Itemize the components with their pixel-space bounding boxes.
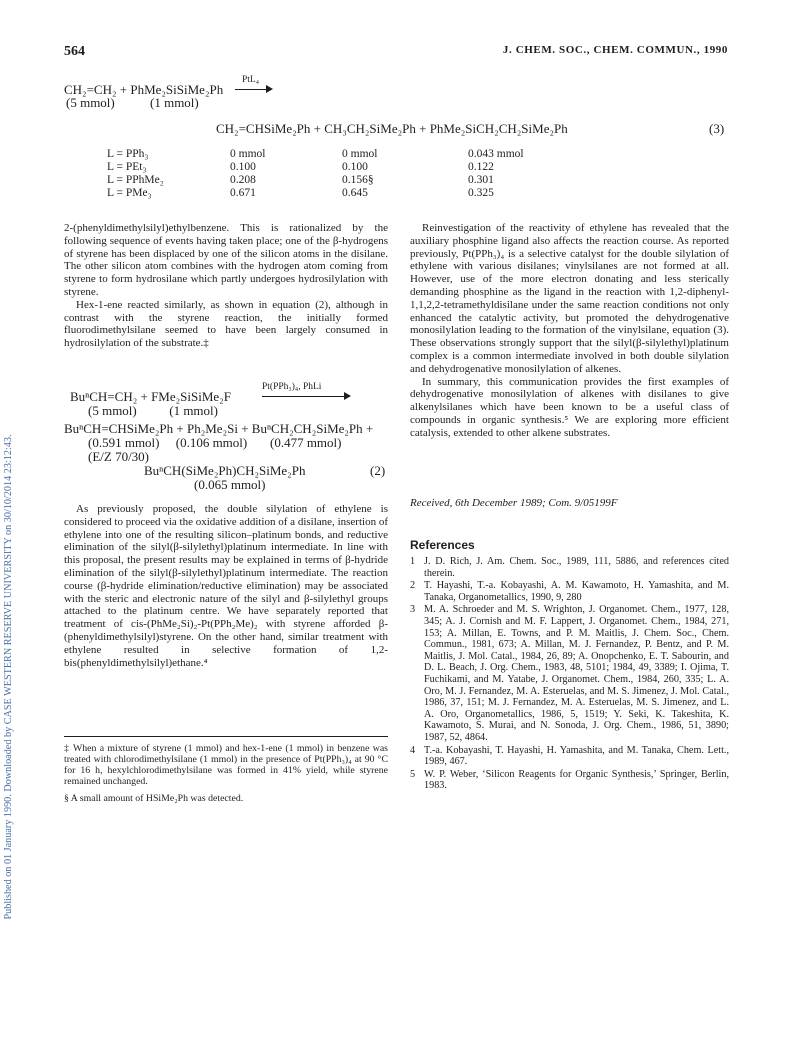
page-header [64, 44, 728, 62]
reference-item [410, 604, 729, 743]
bis-silylethane-yield: 0.122 [468, 161, 494, 173]
body-paragraph: Reinvestigation of the reactivity of ethylene has revealed that the auxiliary phosphine ligand also affects the reaction course. As reported previously, Pt(PPh₃)₄ is a selective catalyst for the double silylation of ethylene with various disilanes; vinylsilanes are not formed at all. However, use of the more electron donating and less sterically demanding phosphine as the ligand in the reaction with 1,2-diphenyl-1,1,2,2-tetramethyldisilane under the same reaction conditions not only enhanced the catalytic activity, but promoted the dehydrogenative monosilylation leading to the formation of the vinylsilane, equation (3). These observations strongly support that the silyl(β-silylethyl)platinum complex is a common intermediate involved in both double silylation and dehydrogenative monosilylation of alkenes. [410, 222, 729, 375]
journal-running-title: J. CHEM. SOC., CHEM. COMMUN., 1990 [502, 44, 728, 56]
reference-item [410, 745, 729, 768]
page-number: 564 [64, 44, 85, 59]
scheme-3-amount-ethylene: (5 mmol) [66, 95, 115, 110]
scheme-3-amount-disilane: (1 mmol) [150, 95, 199, 110]
reference-item [410, 769, 729, 792]
scheme-3-reactants: CH₂=CH₂ + PhMe₂SiSiMe₂Ph [64, 82, 224, 97]
body-paragraph: Hex-1-ene reacted similarly, as shown in equation (2), although in contrast with the styrene reaction, the initially formed fluorodimethylsilane seemed to have been largely consumed in hydrosilylation of the substrate.‡ [64, 298, 388, 350]
scheme-3-products: CH₂=CHSiMe₂Ph + CH₃CH₂SiMe₂Ph + PhMe₂SiCH₂CH₂SiMe₂Ph [216, 121, 568, 136]
footnotes [64, 743, 388, 810]
footnote-double-dagger: ‡ When a mixture of styrene (1 mmol) and hex-1-ene (1 mmol) in benzene was treated with chlorodimethylsilane (1 mmol) in the presence of Pt(PPh₃)₄ at 90 °C for 16 h, hexylchlorodimethylsilane was formed in 41% yield, while styrene remained unchanged. [64, 743, 388, 787]
left-column-lower [64, 503, 388, 669]
bis-silylethane-yield: 0.043 mmol [468, 148, 524, 160]
scheme-2-byproduct-amount: (0.065 mmol) [194, 477, 266, 492]
references-list [410, 556, 729, 793]
references-heading: References [410, 538, 475, 552]
scheme-2-products: BuⁿCH=CHSiMe₂Ph + Ph₂Me₂Si + BuⁿCH₂CH₂SiMe₂Ph + [64, 421, 374, 436]
reference-number: 1 [410, 556, 416, 567]
right-column [410, 222, 729, 440]
equation-number-2: (2) [370, 463, 386, 478]
reference-text: J. D. Rich, J. Am. Chem. Soc., 1989, 111, 5886, and references cited therein. [424, 556, 729, 579]
reference-item [410, 580, 729, 603]
ligand-cell: L = PPh₃ [107, 148, 149, 160]
scheme-3-catalyst: PtL₄ [242, 75, 260, 85]
body-paragraph: In summary, this communication provides the first examples of dehydrogenative monosilylation of alkenes with disilanes to give alkenylsilanes which have been known to be a useful class of compounds in organic synthesis.⁵ We are exploring more efficient catalysis, extended to other alkene substrates. [410, 375, 729, 439]
reference-text: M. A. Schroeder and M. S. Wrighton, J. Organomet. Chem., 1977, 128, 345; A. J. Cornish and M. F. Lappert, J. Organomet. Chem., 1984, 271, 153; A. Millan, E. Towns, and P. M. Maitlis, J. Chem. Soc., Chem. Commun., 1981, 673; A. Millan, M. J. Fernandez, P. Bentz, and P. M. Maitlis, J. Mol. Catal., 1984, 26, 89; A. Onopchenko, E. T. Sabourin, and D. L. Beach, J. Org. Chem., 1983, 48, 5101; 1984, 49, 3389; I. Ojima, T. Fuchikami, and M. Yatabe, J. Organomet. Chem., 1984, 260, 335; L. A. Oro, M. J. Fernandez, M. A. Esteruelas, and M. S. Jimenez, J. Mol. Catal., 1986, 37, 151; M. J. Fernandez, M. A. Esteruelas, M. S. Jimenez, and L. A. Oro, Organometallics, 1986, 5, 1519; Y. Seki, K. Takeshita, K. Kawamoto, S. Murai, and N. Sonoda, J. Org. Chem., 1986, 51, 3890; 1987, 52, 4864. [424, 604, 729, 743]
bis-silylethane-yield: 0.301 [468, 174, 494, 186]
ligand-cell: L = PPhMe₂ [107, 174, 164, 186]
vinylsilane-yield: 0.671 [230, 187, 256, 199]
reference-number: 5 [410, 768, 416, 780]
reference-item [410, 556, 729, 579]
bis-silylethane-yield: 0.325 [468, 187, 494, 199]
ligand-cell: L = PMe₃ [107, 187, 152, 199]
scheme-2-ez-ratio: (E/Z 70/30) [88, 449, 150, 464]
vinylsilane-yield: 0 mmol [230, 148, 266, 160]
reference-number: 3 [410, 604, 416, 616]
reference-text: T. Hayashi, T.-a. Kobayashi, A. M. Kawamoto, H. Yamashita, and M. Tanaka, Organometallics, 1990, 9, 280 [424, 580, 729, 603]
ethylsilane-yield: 0.645 [342, 187, 368, 199]
received-date: Received, 6th December 1989; Com. 9/05199F [410, 497, 618, 509]
vinylsilane-yield: 0.100 [230, 161, 256, 173]
ethylsilane-yield: 0.156§ [342, 174, 374, 186]
reference-number: 4 [410, 744, 416, 756]
scheme-2-catalyst: Pt(PPh₃)₄, PhLi [262, 382, 322, 392]
body-paragraph: As previously proposed, the double silylation of ethylene is considered to proceed via the oxidative addition of a disilane, insertion of ethylene into one of the resulting silicon–platinum bonds, and reductive elimination of the silyl(β-silylethyl)platinum intermediate. In line with this proposal, the present results may be explained in terms of β-hydride elimination of the silyl(β-silylethyl)platinum intermediate. The reaction course (β-hydride elimination/reductive elimination) may be associated with the steric and electronic nature of the silyl and β-silylethyl groups attached to the platinum centre. We have separately reported that treatment of cis-(PhMe₂Si)₂-Pt(PPh₂Me)₂ with styrene afforded β-(phenyldimethylsilyl)styrene. On the other hand, similar treatment with ethylene resulted in selective formation of 1,2-bis(phenyldimethylsilyl)ethane.⁴ [64, 503, 388, 669]
scheme-2-amounts: (5 mmol) (1 mmol) [88, 403, 218, 418]
download-watermark: Published on 01 January 1990. Downloaded by CASE WESTERN RESERVE UNIVERSITY on 30/10/2014 23:12:43. [3, 434, 14, 920]
scheme-2-product-amounts: (0.591 mmol) (0.106 mmol) (0.477 mmol) [88, 435, 342, 450]
reference-text: T.-a. Kobayashi, T. Hayashi, H. Yamashita, and M. Tanaka, Chem. Lett., 1989, 467. [424, 744, 729, 768]
body-paragraph: 2-(phenyldimethylsilyl)ethylbenzene. This is rationalized by the following sequence of events having taken place; one of the β-hydrogens of styrene has been displaced by one of the silicon atoms in the disilane. The other silicon atom combines with the hydrogen atom coming from styrene to form hydrosilane which partly undergoes hydrosilylation with styrene. [64, 222, 388, 298]
ligand-cell: L = PEt₃ [107, 161, 147, 173]
reference-text: W. P. Weber, ‘Silicon Reagents for Organic Synthesis,’ Springer, Berlin, 1983. [424, 768, 729, 792]
vinylsilane-yield: 0.208 [230, 174, 256, 186]
scheme-2-byproduct: BuⁿCH(SiMe₂Ph)CH₂SiMe₂Ph [144, 463, 306, 478]
ethylsilane-yield: 0.100 [342, 161, 368, 173]
ethylsilane-yield: 0 mmol [342, 148, 378, 160]
footnote-divider [64, 736, 388, 737]
left-column-upper [64, 222, 388, 350]
reference-number: 2 [410, 580, 416, 592]
scheme-2-reactants: BuⁿCH=CH₂ + FMe₂SiSiMe₂F [70, 389, 231, 404]
footnote-section-mark: § A small amount of HSiMe₂Ph was detected. [64, 793, 244, 804]
equation-number-3: (3) [709, 121, 725, 136]
